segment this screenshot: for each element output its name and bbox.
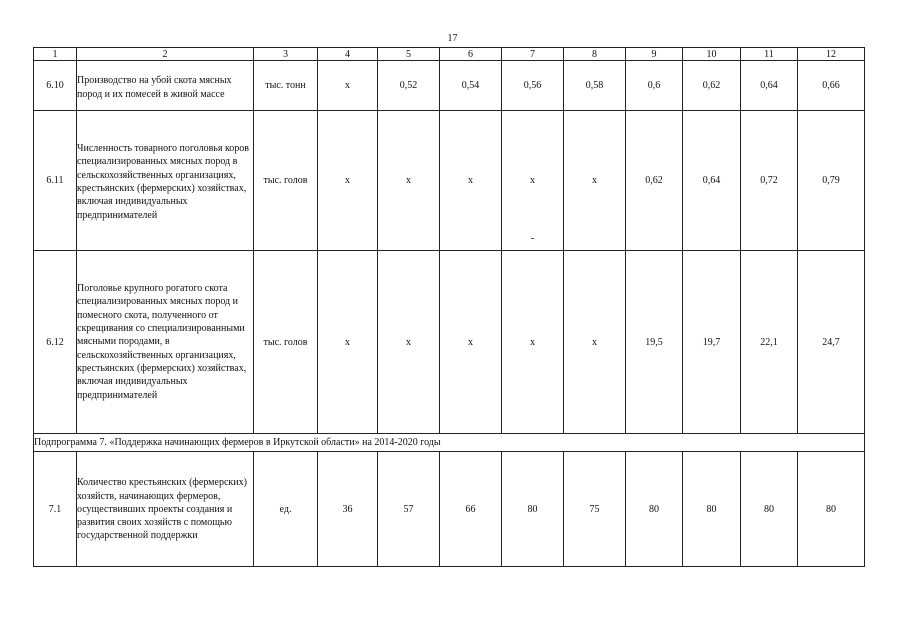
subprogram-row	[34, 434, 865, 452]
value-cell: 36	[318, 452, 378, 567]
row-number: 6.12	[34, 251, 77, 434]
indicators-table	[33, 47, 865, 567]
unit-cell: ед.	[254, 452, 318, 567]
value-cell: x	[318, 111, 378, 251]
value-cell: 19,5	[626, 251, 683, 434]
value-cell: x	[318, 251, 378, 434]
table-row	[34, 61, 865, 111]
column-header: 7	[502, 48, 564, 61]
indicator-name: Производство на убой скота мясных пород и их помесей в живой массе	[77, 61, 254, 111]
column-header: 3	[254, 48, 318, 61]
value-cell: 0,62	[626, 111, 683, 251]
value-cell: 0,52	[378, 61, 440, 111]
value-cell: 19,7	[683, 251, 741, 434]
value-cell: 66	[440, 452, 502, 567]
unit-cell: тыс. тонн	[254, 61, 318, 111]
column-header: 12	[798, 48, 865, 61]
value-cell: x	[440, 111, 502, 251]
value-cell: 24,7	[798, 251, 865, 434]
value-cell: 80	[683, 452, 741, 567]
value-cell: 22,1	[741, 251, 798, 434]
indicator-name: Количество крестьянских (фермерских) хозяйств, начинающих фермеров, осуществивших проекты создания и развития своих хозяйств с помощью государственной поддержки	[77, 452, 254, 567]
page-number: 17	[447, 33, 458, 44]
value-text: x	[530, 175, 535, 186]
value-cell: x	[564, 251, 626, 434]
value-cell: x	[318, 61, 378, 111]
value-cell: 0,64	[741, 61, 798, 111]
table-row	[34, 251, 865, 434]
value-cell: 57	[378, 452, 440, 567]
column-header: 6	[440, 48, 502, 61]
column-header: 11	[741, 48, 798, 61]
column-header: 1	[34, 48, 77, 61]
value-cell: 0,56	[502, 61, 564, 111]
table-row	[34, 452, 865, 567]
value-cell: 80	[502, 452, 564, 567]
value-cell: 80	[626, 452, 683, 567]
unit-cell: тыс. голов	[254, 111, 318, 251]
column-header: 4	[318, 48, 378, 61]
value-cell: 0,62	[683, 61, 741, 111]
value-cell: x	[502, 251, 564, 434]
indicator-name: Поголовье крупного рогатого скота специализированных мясных пород и помесного скота, полученного от скрещивания со специализированными мясными породами, в сельскохозяйственных организациях, крестьянских (фермерских) хозяйствах, включая индивидуальных предпринимателей	[77, 251, 254, 434]
subprogram-title: Подпрограмма 7. «Поддержка начинающих фермеров в Иркутской области» на 2014-2020 годы	[34, 434, 865, 452]
value-cell: 80	[798, 452, 865, 567]
indicator-name: Численность товарного поголовья коров специализированных мясных пород в сельскохозяйственных организациях, крестьянских (фермерских) хозяйствах, включая индивидуальных предпринимателей	[77, 111, 254, 251]
column-header: 5	[378, 48, 440, 61]
column-header: 8	[564, 48, 626, 61]
value-cell: x	[440, 251, 502, 434]
value-cell: x	[564, 111, 626, 251]
column-header: 2	[77, 48, 254, 61]
value-cell: 75	[564, 452, 626, 567]
value-cell: x	[378, 251, 440, 434]
table-row	[34, 111, 865, 251]
value-cell: 0,66	[798, 61, 865, 111]
row-number: 6.10	[34, 61, 77, 111]
value-cell: 0,6	[626, 61, 683, 111]
value-cell-with-mark	[502, 111, 564, 251]
value-cell: 0,58	[564, 61, 626, 111]
row-number: 6.11	[34, 111, 77, 251]
unit-cell: тыс. голов	[254, 251, 318, 434]
value-cell: 0,54	[440, 61, 502, 111]
stray-mark: -	[530, 233, 535, 244]
column-header: 9	[626, 48, 683, 61]
value-cell: 0,64	[683, 111, 741, 251]
header-row	[34, 48, 865, 61]
value-cell: 80	[741, 452, 798, 567]
value-cell: 0,72	[741, 111, 798, 251]
value-cell: x	[378, 111, 440, 251]
column-header: 10	[683, 48, 741, 61]
value-cell: 0,79	[798, 111, 865, 251]
row-number: 7.1	[34, 452, 77, 567]
